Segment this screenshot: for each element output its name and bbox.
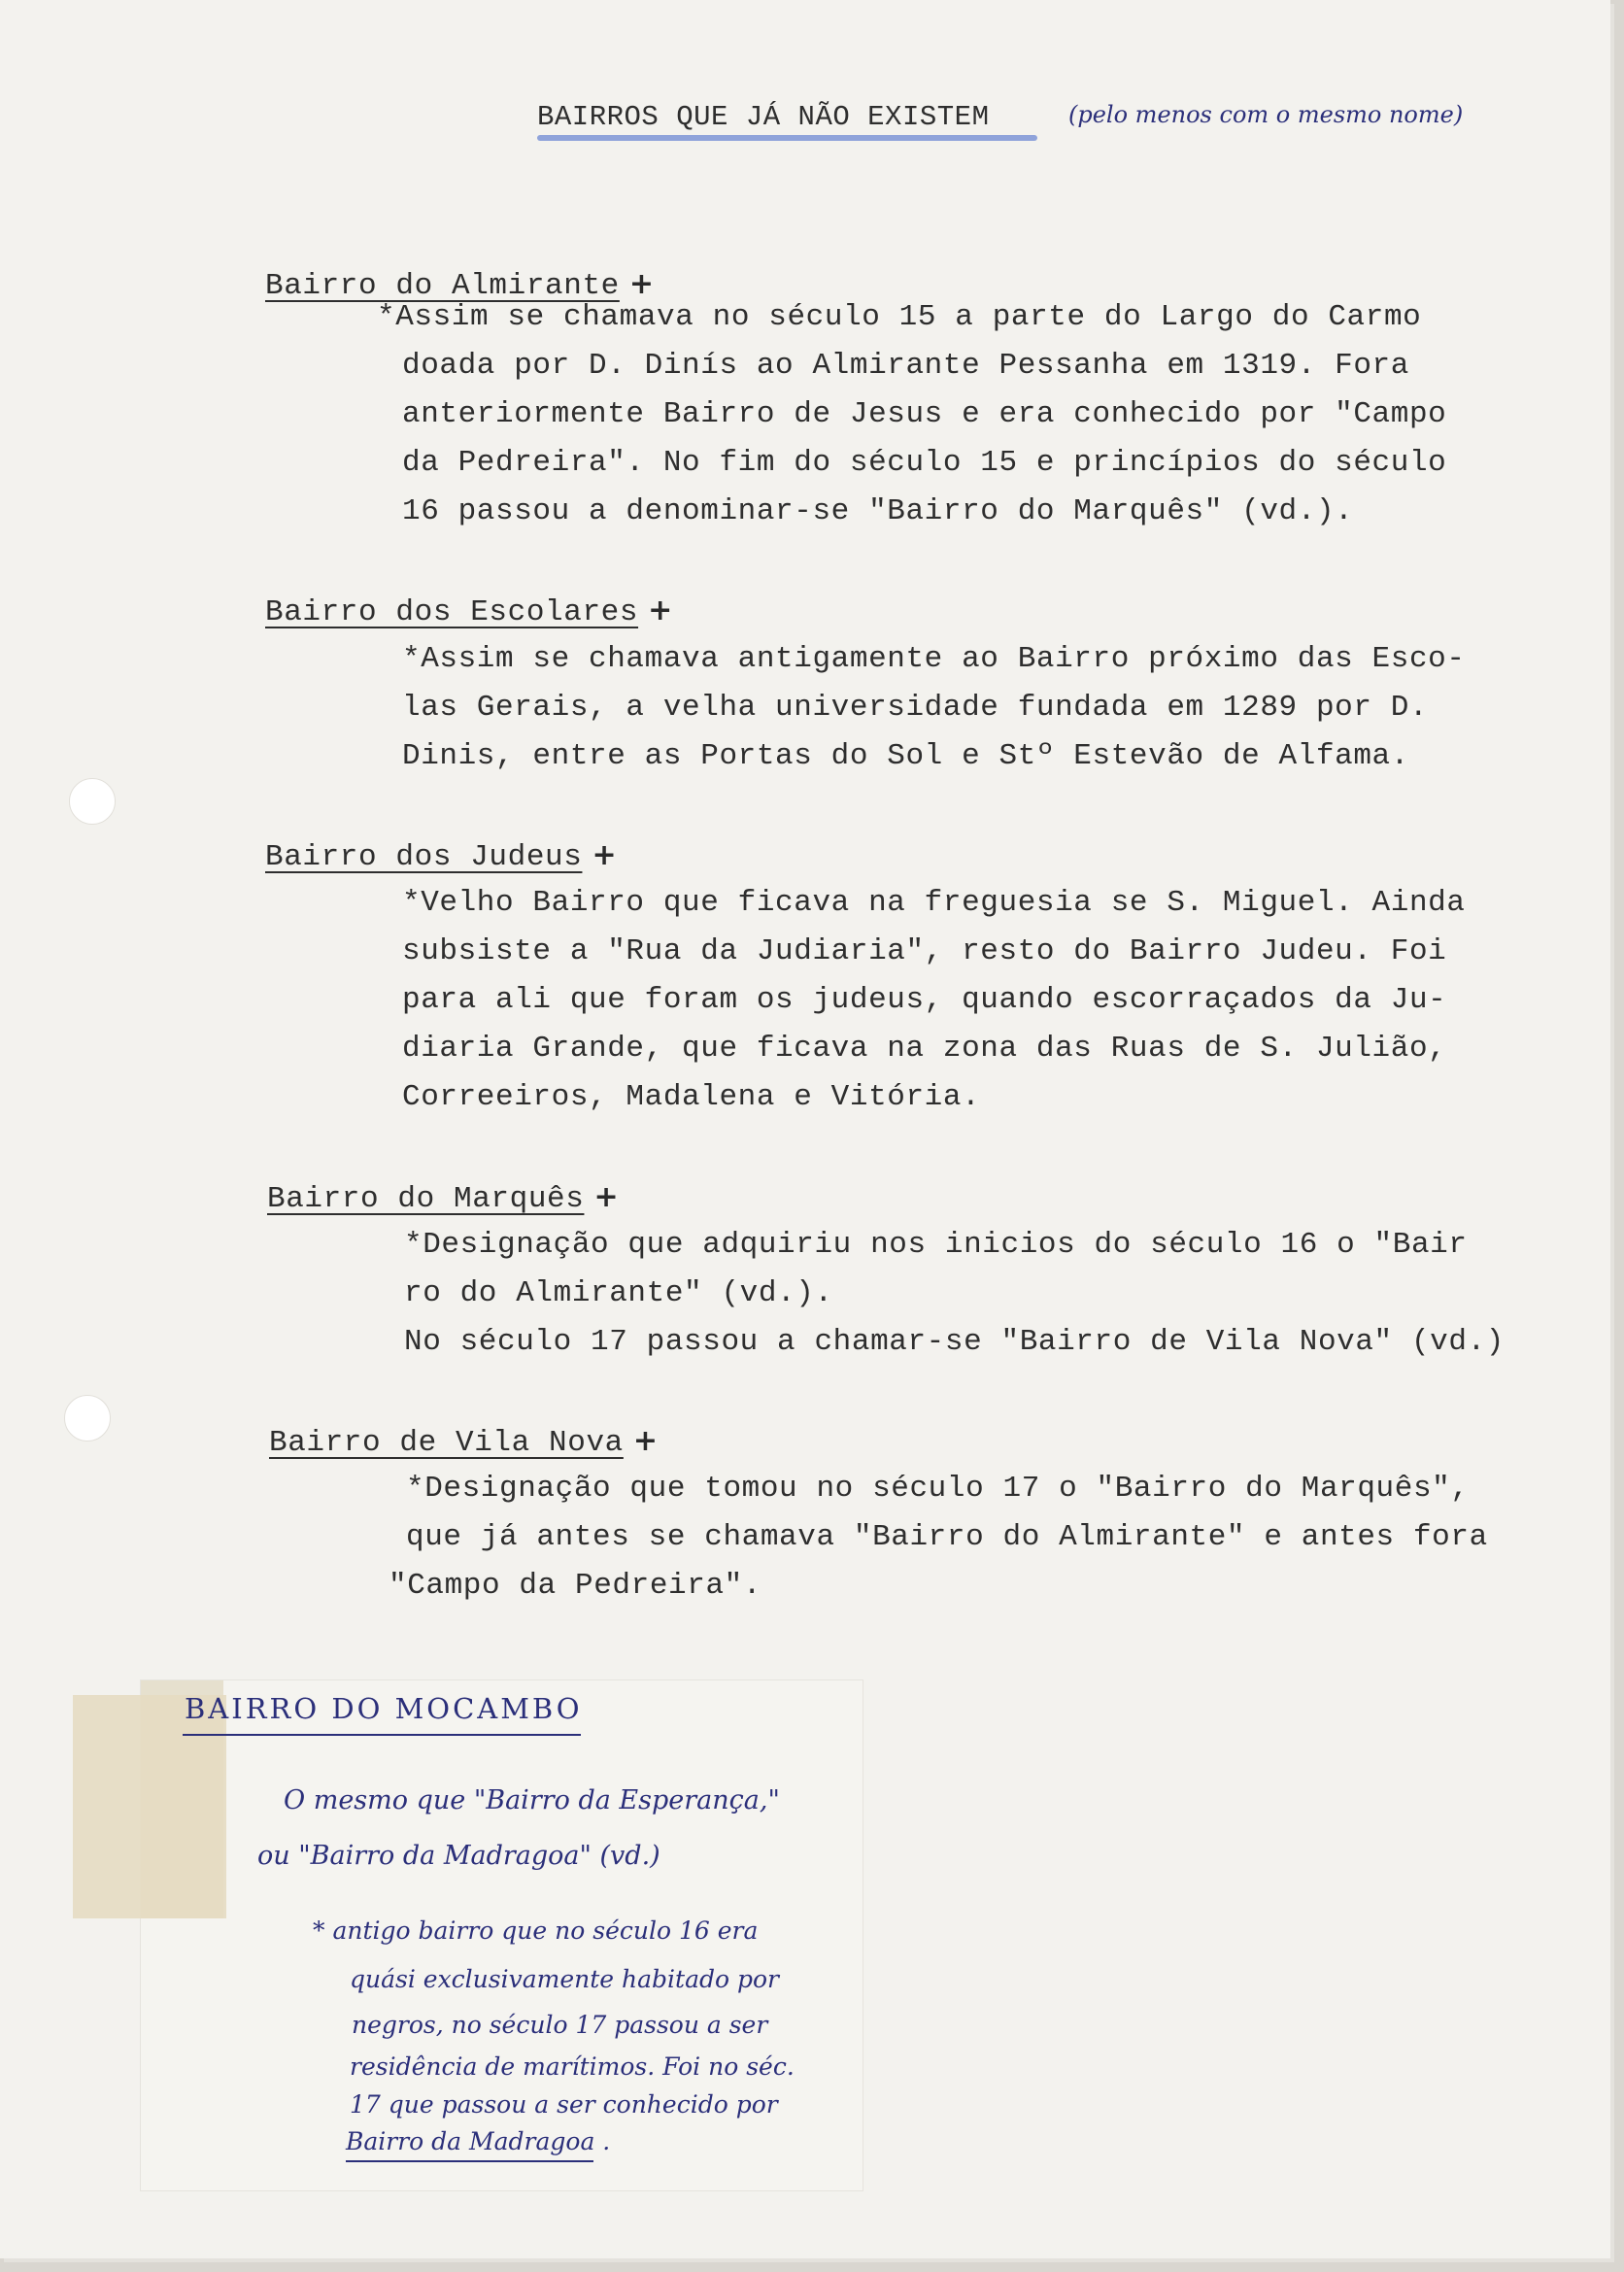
entry-line: No século 17 passou a chamar-se "Bairro de Vila Nova" (vd.) [404,1325,1505,1359]
entry-line: *Assim se chamava no século 15 a parte do Largo do Carmo [377,300,1422,334]
entry-judeus [265,838,617,874]
entry-line: subsiste a "Rua da Judiaria", resto do Bairro Judeu. Foi [402,934,1447,968]
entry-heading: Bairro do Marquês [267,1182,585,1216]
entry-heading: Bairro dos Judeus [265,840,583,874]
note-heading: BAIRRO DO MOCAMBO [185,1692,583,1725]
entry-line: 16 passou a denominar-se "Bairro do Marquês" (vd.). [402,494,1354,528]
entry-line: doada por D. Dinís ao Almirante Pessanha em 1319. Fora [402,349,1409,383]
adhesive-tape [73,1695,226,1918]
title-highlight-underline [537,135,1037,141]
entry-escolares [265,593,673,629]
punch-hole-bottom [64,1395,111,1441]
note-final-underline [346,2160,593,2162]
entry-heading: Bairro dos Escolares [265,595,639,629]
entry-vila-nova-body [389,1465,1488,1611]
note-line: negros, no século 17 passou a ser [352,2011,768,2039]
entry-line: *Designação que tomou no século 17 o "Bairro do Marquês", [406,1472,1470,1506]
entry-escolares-body [402,635,1466,781]
entry-line: diaria Grande, que ficava na zona das Ruas de S. Julião, [402,1032,1447,1066]
entry-vila-nova [269,1424,659,1460]
entry-marker: + [628,267,655,301]
note-line: residência de marítimos. Foi no séc. [350,2052,795,2081]
note-line: O mesmo que "Bairro da Esperança," [284,1785,780,1815]
note-line: * antigo bairro que no século 16 era [313,1916,759,1945]
note-heading-underline [183,1734,581,1736]
entry-marques-body [404,1221,1505,1367]
entry-line: *Assim se chamava antigamente ao Bairro próximo das Esco- [402,642,1466,676]
entry-line: anteriormente Bairro de Jesus e era conhecido por "Campo [402,397,1447,431]
punch-hole-top [69,778,116,825]
entry-almirante-body [377,293,1446,536]
note-line: 17 que passou a ser conhecido por [350,2090,778,2119]
entry-line: Dinis, entre as Portas do Sol e Stº Estevão de Alfama. [402,739,1409,773]
entry-line: para ali que foram os judeus, quando escorraçados da Ju- [402,983,1447,1017]
entry-line: "Campo da Pedreira". [389,1569,762,1603]
entry-marker: + [593,1180,620,1214]
entry-heading: Bairro de Vila Nova [269,1426,624,1460]
entry-line: *Velho Bairro que ficava na freguesia se S. Miguel. Ainda [402,886,1466,920]
entry-judeus-body [402,879,1466,1122]
note-line: ou "Bairro da Madragoa" (vd.) [257,1841,660,1871]
entry-heading: Bairro do Almirante [265,269,620,303]
entry-line: Correeiros, Madalena e Vitória. [402,1080,981,1114]
entry-marker: + [592,838,618,872]
title-handwritten-note: (pelo menos com o mesmo nome) [1068,101,1464,128]
entry-marker: + [648,593,673,627]
entry-line: las Gerais, a velha universidade fundada em 1289 por D. [402,691,1429,725]
entry-marques [267,1180,619,1216]
note-line: Bairro da Madragoa . [346,2127,611,2155]
entry-line: ro do Almirante" (vd.). [404,1276,833,1310]
note-line: quási exclusivamente habitado por [350,1965,779,1993]
entry-line: *Designação que adquiriu nos inicios do século 16 o "Bair [404,1228,1468,1262]
entry-line: que já antes se chamava "Bairro do Almirante" e antes fora [406,1520,1488,1554]
entry-line: da Pedreira". No fim do século 15 e princípios do século [402,446,1447,480]
entry-marker: + [632,1424,659,1458]
page-title: BAIRROS QUE JÁ NÃO EXISTEM [537,101,990,133]
